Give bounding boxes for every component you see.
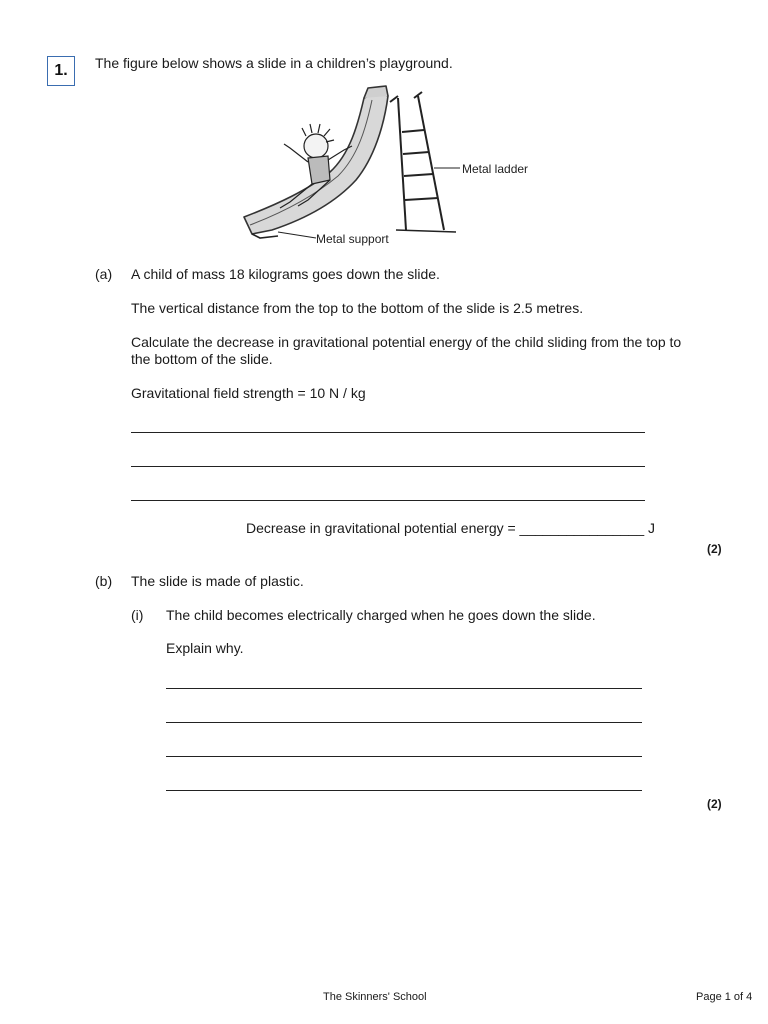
slide-figure — [238, 84, 538, 250]
question-intro: The figure below shows a slide in a children’s playground. — [95, 55, 453, 71]
part-a-marks: (2) — [707, 542, 722, 556]
part-b-i-marks: (2) — [707, 797, 722, 811]
part-b-i-line2: Explain why. — [166, 640, 244, 656]
answer-line[interactable] — [131, 466, 645, 467]
part-a-label: (a) — [95, 266, 113, 282]
part-b-i-label: (i) — [131, 607, 144, 623]
part-a-line3a: Calculate the decrease in gravitational potential energy of the child sliding from the top to — [131, 334, 682, 350]
question-number: 1. — [47, 56, 75, 86]
part-b-i-line1: The child becomes electrically charged when he goes down the slide. — [166, 607, 596, 623]
answer-line[interactable] — [131, 500, 645, 501]
part-b-label: (b) — [95, 573, 113, 589]
part-a-line3b: the bottom of the slide. — [131, 351, 273, 367]
part-b-line1: The slide is made of plastic. — [131, 573, 304, 589]
ladder — [390, 92, 456, 232]
answer-line[interactable] — [166, 688, 642, 689]
footer-page-number: Page 1 of 4 — [696, 991, 753, 1003]
label-metal-support: Metal support — [316, 232, 389, 246]
part-a-line2: The vertical distance from the top to the bottom of the slide is 2.5 metres. — [131, 300, 584, 316]
footer-school: The Skinners' School — [323, 991, 427, 1003]
part-a-line4: Gravitational field strength = 10 N / kg — [131, 385, 366, 401]
metal-support — [252, 234, 278, 238]
part-a-line1: A child of mass 18 kilograms goes down the slide. — [131, 266, 440, 282]
part-a-answer-prompt: Decrease in gravitational potential energy = ________________ J — [246, 520, 656, 536]
answer-line[interactable] — [166, 756, 642, 757]
answer-line[interactable] — [166, 722, 642, 723]
label-metal-ladder: Metal ladder — [462, 162, 529, 176]
answer-line[interactable] — [166, 790, 642, 791]
answer-line[interactable] — [131, 432, 645, 433]
